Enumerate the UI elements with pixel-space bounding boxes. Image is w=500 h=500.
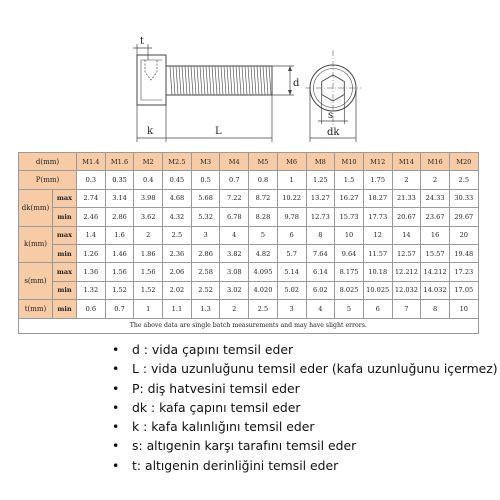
- size-header-cell: M5: [249, 153, 278, 171]
- bullet-icon: •: [112, 380, 120, 396]
- legend-item: [112, 398, 498, 417]
- value-cell: 2.02: [163, 281, 192, 299]
- value-cell: 10.18: [363, 263, 392, 281]
- bullet-icon: •: [112, 419, 120, 435]
- value-cell: 0.4: [134, 171, 163, 189]
- value-cell: 6.02: [306, 281, 335, 299]
- thread-line: [191, 66, 193, 95]
- value-cell: 14.032: [421, 281, 450, 299]
- table-row: [19, 208, 479, 226]
- value-cell: 8.28: [249, 208, 278, 226]
- thread-line: [200, 66, 202, 95]
- value-cell: 1.6: [105, 226, 134, 244]
- value-cell: 1.56: [134, 263, 163, 281]
- value-cell: 1.32: [77, 281, 106, 299]
- table-header-row: [19, 153, 479, 171]
- size-header-cell: M2.5: [163, 153, 192, 171]
- thread-line: [221, 66, 223, 95]
- value-cell: 24.33: [421, 189, 450, 207]
- value-cell: 1: [277, 171, 306, 189]
- value-cell: 5: [335, 300, 364, 318]
- row-sub-label-cell: max: [53, 226, 77, 244]
- value-cell: 1.52: [134, 281, 163, 299]
- value-cell: 14: [392, 226, 421, 244]
- legend-item: [112, 436, 498, 455]
- value-cell: 7.64: [306, 244, 335, 262]
- dimension-legend: [112, 340, 498, 475]
- value-cell: 5: [249, 226, 278, 244]
- value-cell: 4.68: [163, 189, 192, 207]
- value-cell: 3.02: [220, 281, 249, 299]
- thread-lines: [170, 66, 271, 95]
- row-sub-label-cell: min: [53, 208, 77, 226]
- thread-line: [239, 66, 241, 95]
- value-cell: 2.5: [163, 226, 192, 244]
- value-cell: 5.02: [277, 281, 306, 299]
- thread-line: [170, 66, 172, 95]
- value-cell: 30.33: [449, 189, 478, 207]
- value-cell: 2.46: [77, 208, 106, 226]
- value-cell: 3: [191, 226, 220, 244]
- thread-line: [176, 66, 178, 95]
- value-cell: 6.14: [306, 263, 335, 281]
- size-header-cell: M1.6: [105, 153, 134, 171]
- legend-item: [112, 379, 498, 398]
- value-cell: 4.82: [249, 244, 278, 262]
- row-label-cell: k(mm): [19, 226, 53, 263]
- bullet-icon: •: [112, 438, 120, 454]
- size-header-cell: M14: [392, 153, 421, 171]
- table-note-row: [19, 318, 479, 333]
- value-cell: 9.64: [335, 244, 364, 262]
- value-cell: 12.212: [392, 263, 421, 281]
- value-cell: 16.27: [335, 189, 364, 207]
- value-cell: 4.095: [249, 263, 278, 281]
- value-cell: 2: [220, 300, 249, 318]
- value-cell: 10.025: [363, 281, 392, 299]
- thread-line: [203, 66, 205, 95]
- thread-line: [245, 66, 247, 95]
- legend-text: L : vida uzunluğunu temsil eder (kafa uzunluğunu içermez): [132, 361, 498, 377]
- value-cell: 6: [363, 300, 392, 318]
- value-cell: 2.86: [191, 244, 220, 262]
- thread-line: [257, 66, 259, 95]
- value-cell: 4.32: [163, 208, 192, 226]
- label-k: k: [147, 126, 154, 137]
- table-row: [19, 244, 479, 262]
- value-cell: 8.025: [335, 281, 364, 299]
- value-cell: 16: [421, 226, 450, 244]
- value-cell: 12.73: [306, 208, 335, 226]
- label-dk: dk: [327, 127, 340, 138]
- size-header-cell: M2: [134, 153, 163, 171]
- row-sub-label-cell: min: [53, 281, 77, 299]
- value-cell: 19.48: [449, 244, 478, 262]
- size-header-cell: M4: [220, 153, 249, 171]
- label-s: s: [328, 110, 334, 121]
- table-row: [19, 226, 479, 244]
- value-cell: 2.36: [163, 244, 192, 262]
- row-label-cell: dk(mm): [19, 189, 53, 226]
- value-cell: 2.06: [163, 263, 192, 281]
- value-cell: 5.68: [191, 189, 220, 207]
- value-cell: 0.7: [220, 171, 249, 189]
- table-row: [19, 171, 479, 189]
- thread-line: [248, 66, 250, 95]
- thread-line: [182, 66, 184, 95]
- size-header-cell: M12: [363, 153, 392, 171]
- legend-text: k : kafa kalınlığını temsil eder: [132, 419, 315, 435]
- value-cell: 3.98: [134, 189, 163, 207]
- row-label-cell: t(mm): [19, 300, 53, 318]
- size-header-cell: M20: [449, 153, 478, 171]
- label-d: d: [293, 78, 300, 89]
- thread-line: [215, 66, 217, 95]
- value-cell: 17.05: [449, 281, 478, 299]
- value-cell: 11.57: [363, 244, 392, 262]
- value-cell: 4: [306, 300, 335, 318]
- value-cell: 15.57: [421, 244, 450, 262]
- thread-line: [224, 66, 226, 95]
- table-row: [19, 189, 479, 207]
- value-cell: 10.22: [277, 189, 306, 207]
- value-cell: 1.86: [134, 244, 163, 262]
- row-label-cell: P(mm): [19, 171, 77, 189]
- value-cell: 0.7: [105, 300, 134, 318]
- value-cell: 15.73: [335, 208, 364, 226]
- bullet-icon: •: [112, 457, 120, 473]
- thread-line: [260, 66, 262, 95]
- value-cell: 7.22: [220, 189, 249, 207]
- thread-line: [179, 66, 181, 95]
- value-cell: 14.212: [421, 263, 450, 281]
- size-header-cell: M1.4: [77, 153, 106, 171]
- legend-text: t: altıgenin derinliğini temsil eder: [132, 457, 339, 473]
- thread-line: [227, 66, 229, 95]
- value-cell: 0.5: [191, 171, 220, 189]
- value-cell: 5.32: [191, 208, 220, 226]
- value-cell: 2.52: [191, 281, 220, 299]
- size-header-cell: M10: [335, 153, 364, 171]
- value-cell: 1: [134, 300, 163, 318]
- legend-text: dk : kafa çapını temsil eder: [132, 399, 301, 415]
- thread-line: [254, 66, 256, 95]
- thread-line: [242, 66, 244, 95]
- legend-text: d : vida çapını temsil eder: [132, 342, 294, 357]
- thread-line: [209, 66, 211, 95]
- value-cell: 3.14: [105, 189, 134, 207]
- value-cell: 18.27: [363, 189, 392, 207]
- value-cell: 5.7: [277, 244, 306, 262]
- size-header-cell: M16: [421, 153, 450, 171]
- size-header-cell: M6: [277, 153, 306, 171]
- legend-item: [112, 359, 498, 378]
- value-cell: 10: [335, 226, 364, 244]
- value-cell: 3.82: [220, 244, 249, 262]
- value-cell: 9.78: [277, 208, 306, 226]
- thread-line: [263, 66, 265, 95]
- value-cell: 3.62: [134, 208, 163, 226]
- thread-line: [269, 66, 271, 95]
- screw-dimension-drawing: [0, 0, 500, 150]
- value-cell: 1.52: [105, 281, 134, 299]
- screw-spec-table: [18, 152, 479, 334]
- value-cell: 0.6: [77, 300, 106, 318]
- value-cell: 29.67: [449, 208, 478, 226]
- value-cell: 6: [277, 226, 306, 244]
- legend-item: [112, 456, 498, 475]
- value-cell: 1.56: [105, 263, 134, 281]
- size-header-cell: M3: [191, 153, 220, 171]
- value-cell: 21.33: [392, 189, 421, 207]
- value-cell: 8: [421, 300, 450, 318]
- value-cell: 1.4: [77, 226, 106, 244]
- value-cell: 7: [392, 300, 421, 318]
- bullet-icon: •: [112, 342, 120, 357]
- value-cell: 1.5: [335, 171, 364, 189]
- thread-line: [206, 66, 208, 95]
- row-sub-label-cell: max: [53, 263, 77, 281]
- value-cell: 12.57: [392, 244, 421, 262]
- size-header-cell: M8: [306, 153, 335, 171]
- value-cell: 8.72: [249, 189, 278, 207]
- value-cell: 0.35: [105, 171, 134, 189]
- table-note: The above data are single batch measurements and may have slight errors.: [19, 318, 479, 333]
- value-cell: 12: [363, 226, 392, 244]
- value-cell: 1.26: [77, 244, 106, 262]
- value-cell: 0.3: [77, 171, 106, 189]
- legend-text: P: diş hatvesini temsil eder: [132, 380, 300, 396]
- value-cell: 13.27: [306, 189, 335, 207]
- thread-line: [188, 66, 190, 95]
- value-cell: 2.5: [249, 300, 278, 318]
- value-cell: 12.032: [392, 281, 421, 299]
- thread-line: [236, 66, 238, 95]
- table-row: [19, 281, 479, 299]
- thread-line: [233, 66, 235, 95]
- thread-line: [197, 66, 199, 95]
- table-row: [19, 263, 479, 281]
- value-cell: 1.3: [191, 300, 220, 318]
- value-cell: 1.36: [77, 263, 106, 281]
- value-cell: 2.5: [449, 171, 478, 189]
- value-cell: 5.14: [277, 263, 306, 281]
- legend-item: [112, 340, 498, 359]
- thread-line: [230, 66, 232, 95]
- value-cell: 4.020: [249, 281, 278, 299]
- value-cell: 1.25: [306, 171, 335, 189]
- thread-line: [212, 66, 214, 95]
- value-cell: 8.175: [335, 263, 364, 281]
- value-cell: 0.8: [249, 171, 278, 189]
- value-cell: 1.75: [363, 171, 392, 189]
- value-cell: 3: [277, 300, 306, 318]
- value-cell: 17.23: [449, 263, 478, 281]
- value-cell: 0.45: [163, 171, 192, 189]
- legend-text: s: altıgenin karşı tarafını temsil eder: [132, 438, 357, 454]
- value-cell: 1.46: [105, 244, 134, 262]
- value-cell: 2: [421, 171, 450, 189]
- header-label-cell: d(mm): [19, 153, 77, 171]
- value-cell: 2: [134, 226, 163, 244]
- thread-line: [251, 66, 253, 95]
- value-cell: 10: [449, 300, 478, 318]
- value-cell: 2.86: [105, 208, 134, 226]
- label-t: t: [140, 36, 145, 47]
- screw-head: [137, 55, 166, 105]
- row-sub-label-cell: max: [53, 189, 77, 207]
- value-cell: 2.58: [191, 263, 220, 281]
- value-cell: 2: [392, 171, 421, 189]
- bullet-icon: •: [112, 399, 120, 415]
- thread-line: [173, 66, 175, 95]
- value-cell: 8: [306, 226, 335, 244]
- row-label-cell: s(mm): [19, 263, 53, 300]
- row-sub-label-cell: min: [53, 300, 77, 318]
- value-cell: 20: [449, 226, 478, 244]
- value-cell: 4: [220, 226, 249, 244]
- value-cell: 23.67: [421, 208, 450, 226]
- value-cell: 2.74: [77, 189, 106, 207]
- thread-line: [185, 66, 187, 95]
- label-L: L: [215, 126, 222, 137]
- thread-line: [194, 66, 196, 95]
- value-cell: 20.67: [392, 208, 421, 226]
- row-sub-label-cell: min: [53, 244, 77, 262]
- table-row: [19, 300, 479, 318]
- value-cell: 1.1: [163, 300, 192, 318]
- value-cell: 17.73: [363, 208, 392, 226]
- thread-line: [218, 66, 220, 95]
- legend-item: [112, 417, 498, 436]
- value-cell: 6.78: [220, 208, 249, 226]
- value-cell: 3.08: [220, 263, 249, 281]
- bullet-icon: •: [112, 361, 120, 377]
- thread-line: [266, 66, 268, 95]
